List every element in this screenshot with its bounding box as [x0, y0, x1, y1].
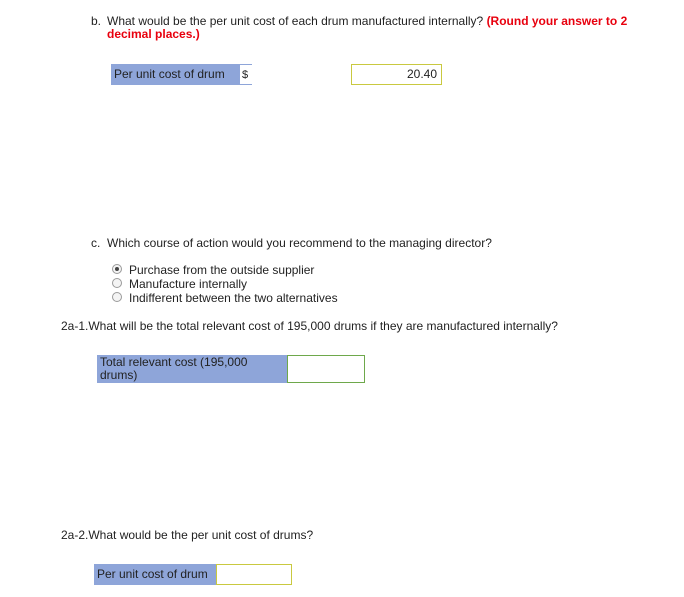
- question-c-text: Which course of action would you recommend to the managing director?: [107, 236, 492, 250]
- total-relevant-cost-input[interactable]: [287, 355, 365, 383]
- question-b-letter: b.: [91, 14, 102, 28]
- answer-row-b: [111, 64, 437, 85]
- answer-label-b: Per unit cost of drum: [111, 64, 239, 85]
- question-b-prompt: What would be the per unit cost of each drum manufactured internally?: [107, 14, 484, 28]
- radio-button[interactable]: [112, 278, 122, 288]
- question-c-letter: c.: [91, 236, 101, 250]
- radio-button[interactable]: [112, 292, 122, 302]
- question-b-text: [107, 15, 647, 41]
- per-unit-cost-input[interactable]: 20.40: [351, 64, 442, 85]
- question-b-hint: (Round your answer to 2 decimal places.): [107, 14, 628, 41]
- radio-label: Purchase from the outside supplier: [129, 263, 315, 277]
- answer-label-2a1: Total relevant cost (195,000 drums): [97, 355, 287, 383]
- question-2a2-text: 2a-2.What would be the per unit cost of drums?: [61, 528, 314, 542]
- per-unit-cost-drums-input[interactable]: [216, 564, 292, 585]
- currency-symbol: $: [239, 64, 252, 85]
- answer-label-2a2: Per unit cost of drum: [94, 564, 216, 585]
- answer-row-2a2: [94, 564, 294, 585]
- question-2a1-text: 2a-1.What will be the total relevant cost of 195,000 drums if they are manufactured internally?: [61, 319, 558, 333]
- radio-label: Manufacture internally: [129, 277, 248, 291]
- radio-button-selected[interactable]: [112, 264, 122, 274]
- radio-label: Indifferent between the two alternatives: [129, 291, 338, 305]
- answer-row-2a1: [97, 355, 367, 383]
